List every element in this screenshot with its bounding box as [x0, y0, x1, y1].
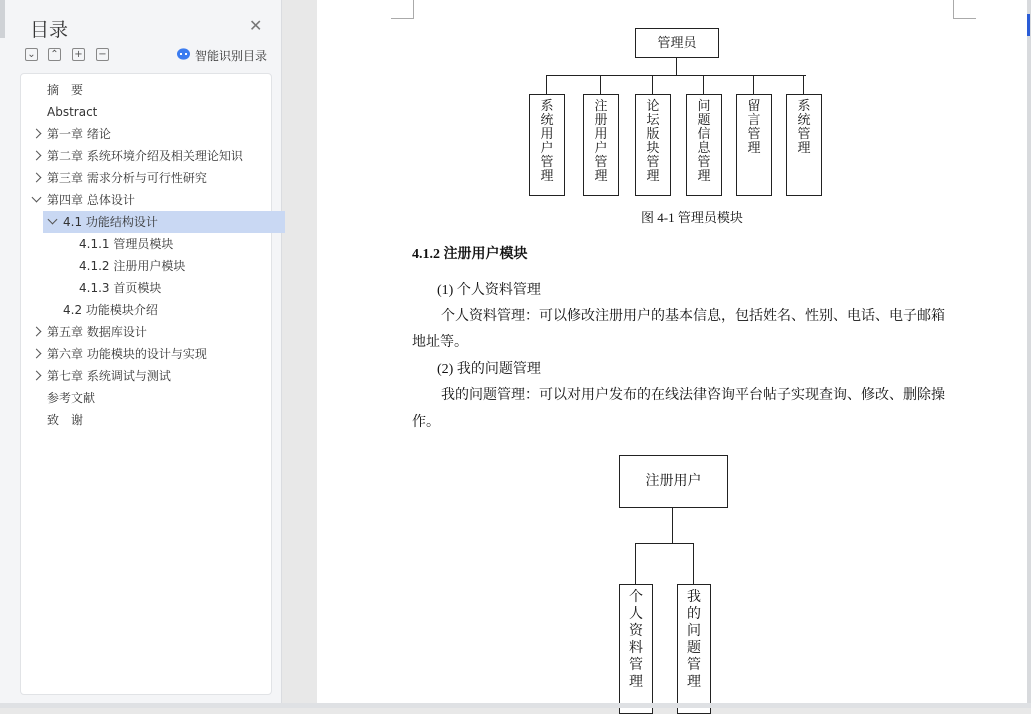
close-icon[interactable]: ✕ — [249, 16, 263, 35]
diagram-child-box: 留 言 管 理 — [736, 94, 772, 196]
outline-item[interactable] — [21, 255, 269, 277]
diagram-child-box: 个 人 资 料 管 理 — [619, 584, 653, 714]
diagram-root-box: 注册用户 — [619, 455, 728, 508]
outline-item-label: 4.2 功能模块介绍 — [63, 303, 158, 317]
outline-item-label: 致 谢 — [47, 413, 84, 427]
outline-item-label: 第三章 需求分析与可行性研究 — [47, 171, 207, 185]
outline-item[interactable] — [21, 321, 269, 343]
paragraph-line: 我的问题管理：可以对用户发布的在线法律咨询平台帖子实现查询、修改、删除操 — [441, 388, 945, 403]
panel-edge-handle[interactable] — [0, 0, 5, 38]
diagram-child-box: 注 册 用 户 管 理 — [583, 94, 619, 196]
ai-recognize-button[interactable]: 智能识别目录 — [195, 49, 268, 63]
diagram-child-box: 系 统 管 理 — [786, 94, 822, 196]
diagram-root-box: 管理员 — [635, 28, 719, 58]
subsection-my-questions: (2) 我的问题管理 — [437, 362, 541, 377]
panel-title: 目录 — [30, 19, 69, 41]
chevron-down-icon[interactable] — [32, 193, 42, 203]
outline-item[interactable] — [21, 189, 269, 211]
outline-item[interactable] — [21, 145, 269, 167]
outline-item-label: 4.1.1 管理员模块 — [79, 237, 174, 251]
outline-item-label: 第四章 总体设计 — [47, 193, 135, 207]
outline-tree — [20, 73, 272, 695]
outline-item-label: Abstract — [47, 105, 98, 119]
outline-item-label: 4.1 功能结构设计 — [63, 215, 158, 229]
outline-item[interactable] — [21, 365, 269, 387]
section-heading: 4.1.2 注册用户模块 — [412, 247, 528, 262]
collapse-all-icon[interactable]: ⌄ — [25, 48, 38, 61]
chevron-right-icon[interactable] — [32, 129, 42, 139]
outline-item[interactable] — [43, 211, 285, 233]
page-corner-mark — [391, 0, 414, 19]
outline-item-label: 第六章 功能模块的设计与实现 — [47, 347, 207, 361]
outline-item-label: 参考文献 — [47, 391, 96, 405]
page-corner-mark — [953, 0, 976, 19]
status-bar-edge — [0, 703, 1031, 708]
chevron-right-icon[interactable] — [32, 173, 42, 183]
remove-heading-icon[interactable]: − — [96, 48, 109, 61]
outline-item[interactable] — [21, 387, 269, 409]
paragraph-line: 地址等。 — [412, 335, 468, 350]
ai-recognize-icon[interactable] — [177, 48, 190, 60]
figure-caption: 图 4-1 管理员模块 — [641, 210, 743, 225]
vertical-scrollbar[interactable] — [1027, 0, 1031, 708]
chevron-right-icon[interactable] — [32, 371, 42, 381]
expand-all-icon[interactable]: ⌃ — [48, 48, 61, 61]
outline-item-label: 第五章 数据库设计 — [47, 325, 147, 339]
outline-item[interactable] — [21, 343, 269, 365]
outline-item[interactable] — [21, 167, 269, 189]
outline-item-label: 摘 要 — [47, 83, 84, 97]
outline-item[interactable] — [21, 233, 269, 255]
outline-item-label: 4.1.2 注册用户模块 — [79, 259, 186, 273]
outline-item[interactable] — [21, 101, 269, 123]
add-heading-icon[interactable]: + — [72, 48, 85, 61]
outline-item[interactable] — [21, 79, 269, 101]
diagram-child-box: 系 统 用 户 管 理 — [529, 94, 565, 196]
paragraph-line: 作。 — [412, 415, 440, 430]
chevron-right-icon[interactable] — [32, 349, 42, 359]
outline-item[interactable] — [21, 409, 269, 431]
outline-item[interactable] — [21, 277, 269, 299]
diagram-child-box: 论 坛 版 块 管 理 — [635, 94, 671, 196]
outline-item-label: 第二章 系统环境介绍及相关理论知识 — [47, 149, 243, 163]
document-page — [317, 0, 1031, 708]
outline-item-label: 第七章 系统调试与测试 — [47, 369, 171, 383]
chevron-right-icon[interactable] — [32, 327, 42, 337]
chevron-down-icon[interactable] — [48, 215, 58, 225]
paragraph-line: 个人资料管理：可以修改注册用户的基本信息，包括姓名、性别、电话、电子邮箱 — [441, 309, 945, 324]
outline-item-label: 4.1.3 首页模块 — [79, 281, 162, 295]
outline-item-label: 第一章 绪论 — [47, 127, 111, 141]
subsection-personal-info: (1) 个人资料管理 — [437, 283, 541, 298]
diagram-child-box: 问 题 信 息 管 理 — [686, 94, 722, 196]
outline-item[interactable] — [21, 299, 269, 321]
outline-panel — [0, 0, 282, 708]
diagram-child-box: 我 的 问 题 管 理 — [677, 584, 711, 714]
outline-item[interactable] — [21, 123, 269, 145]
chevron-right-icon[interactable] — [32, 151, 42, 161]
